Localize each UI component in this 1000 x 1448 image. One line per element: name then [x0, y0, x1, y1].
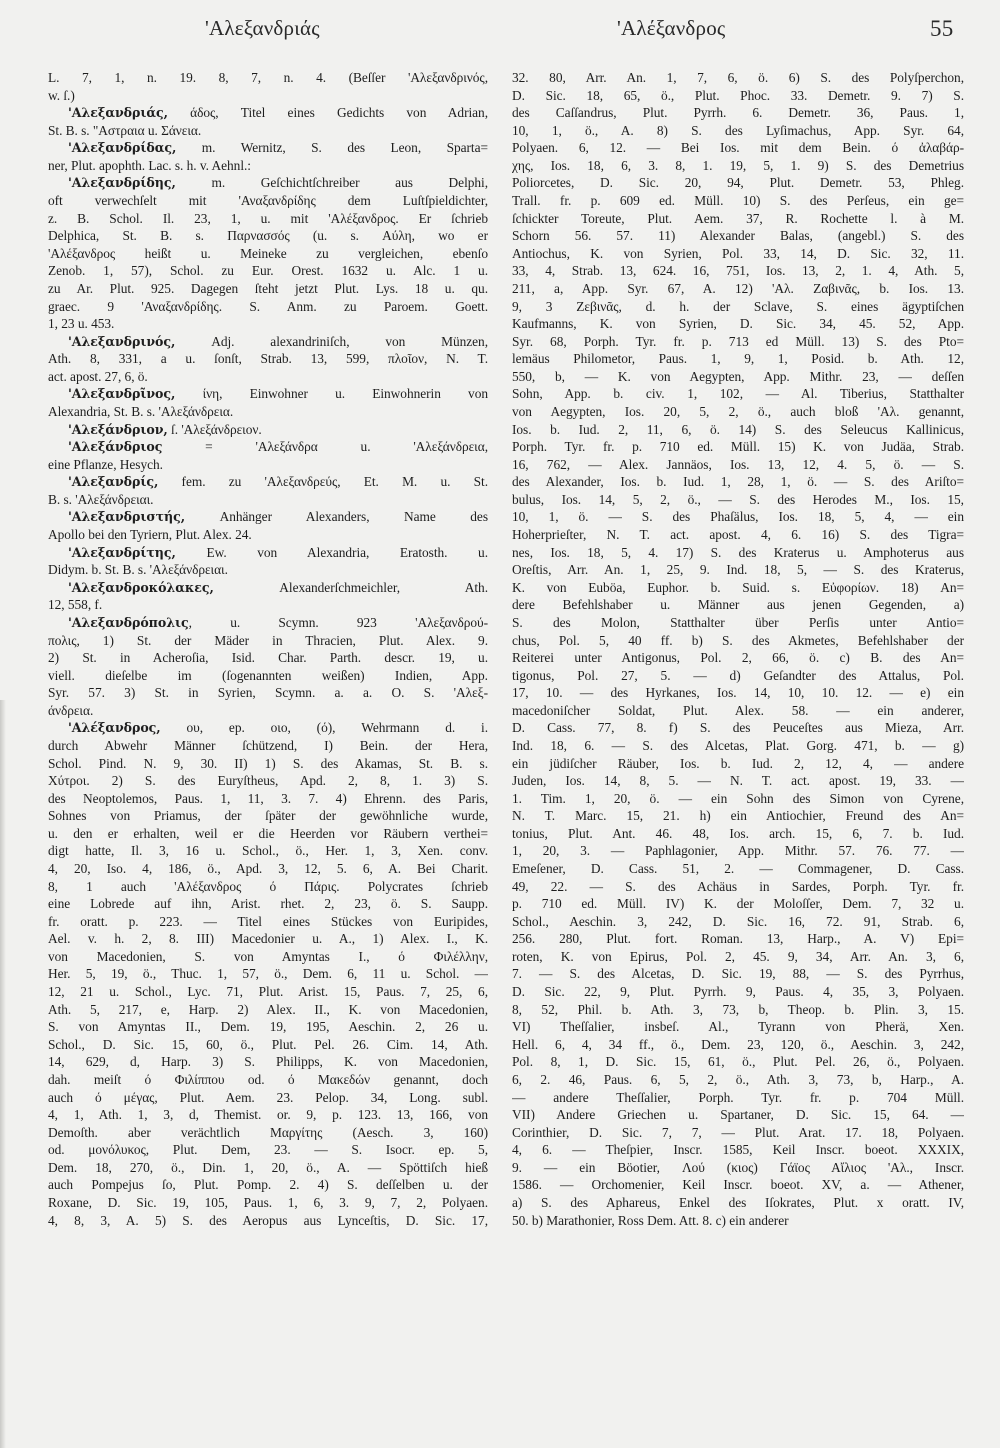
entry-headline: [48, 333, 488, 351]
entry-text: eine Lobrede auf ihn, Arist. rhet. 2, 23, ö. S. Saupp.: [48, 896, 488, 912]
text-line: [48, 122, 488, 140]
text-line: [48, 403, 488, 421]
entry-text: 14, 629, d, Harp. 3) S. Philipps, K. von Macedonien,: [48, 1054, 488, 1070]
entry-text: Roxane, D. Sic. 19, 105, Paus. 1, 6, 3. 9, 7, 2, Polyaen.: [48, 1195, 488, 1210]
entry-text: Anhänger Alexanders, Name des: [185, 509, 488, 525]
text-line: [512, 298, 964, 316]
headword: 'Αλεξάνδριον,: [68, 421, 168, 437]
entry-text: Antiochus, K. von Syrien, Pol. 33, 14, D. Sic. 32, 11.: [512, 245, 964, 261]
entry-text: 'Αλέξανδρος heißt u. Meineke zu vergleichen, ebenſo: [48, 245, 488, 261]
entry-text: Schorn 56. 57. 11) Alexander Balas, (angebl.) S. des: [512, 228, 964, 244]
entry-text: digt hatte, Il. 3, 16 u. Schol., ö., Her. 1, 3, Xen. conv.: [48, 843, 488, 859]
text-line: [512, 526, 964, 544]
entry-text: Alexandria, St. B. s. 'Αλεξάνδρεια.: [48, 403, 234, 419]
entry-text: m. Geſchichtſchreiber aus Delphi,: [175, 175, 488, 191]
entry-text: dah. meiſt ό Φιλίππου od. ό Μακεδών genannt, doch: [48, 1071, 488, 1087]
entry-headline: [48, 421, 488, 439]
entry-headline: [48, 544, 488, 562]
entry-text: ein jüdiſcher Räuber, Ios. b. Iud. 2, 12, 4, — andere: [512, 755, 964, 771]
entry-text: auch ό μέγας, Plut. Aem. 23. Pelop. 34, Long. subl.: [48, 1089, 488, 1105]
entry-text: — andere Theſſalier, Porph. Tyr. fr. p. 704 Müll.: [512, 1089, 964, 1105]
entry-text: 10, 1, ö., A. 8) S. des Lyſimachus, App. Syr. 64,: [512, 122, 964, 138]
text-line: [48, 262, 488, 280]
entry-text: ου, ep. οιο, (ό), Wehrmann d. i.: [160, 720, 488, 736]
entry-text: 1. Tim. 1, 20, ö. — ein Sohn des Simon von Cyrene,: [512, 790, 964, 806]
text-line: [512, 333, 964, 351]
entry-text: 50. b) Marathonier, Ross Dem. Att. 8. c) ein anderer: [512, 1212, 789, 1228]
text-line: [512, 192, 964, 210]
text-line: [512, 1159, 964, 1177]
text-line: [512, 1124, 964, 1142]
entry-text: z. B. Schol. Il. 23, 1, u. mit 'Αλέξανδρος. Er ſchrieb: [48, 210, 488, 226]
text-line: [48, 772, 488, 790]
entry-text: χης, Ios. 18, 6, 3. 8, 1. 19, 5, 1. 9) S. des Demetrius: [512, 157, 964, 173]
entry-text: 1, 20, 3. — Paphlagonier, App. Mithr. 57. 76. 77. —: [512, 843, 964, 859]
text-line: [512, 1212, 964, 1230]
text-line: [48, 596, 488, 614]
text-line: [512, 1176, 964, 1194]
text-line: [512, 421, 964, 439]
entry-text: Syr. 68, Porph. Tyr. fr. p. 713 ed Müll. 13) S. des Pto=: [512, 333, 964, 349]
text-line: [512, 385, 964, 403]
text-line: [48, 684, 488, 702]
text-line: [48, 930, 488, 948]
entry-text: Apollo bei den Tyriern, Plut. Alex. 24.: [48, 527, 252, 543]
entry-text: Sohnes von Priamus, der ſpäter der gewöhnliche wurde,: [48, 808, 488, 824]
entry-text: Pol. 8, 1, D. Sic. 15, 61, ö., Plut. Pel. 26, ö., Polyaen.: [512, 1054, 964, 1070]
text-line: [48, 280, 488, 298]
text-line: [48, 737, 488, 755]
text-line: [512, 544, 964, 562]
text-line: [512, 139, 964, 157]
entry-text: Her. 5, 19, ö., Thuc. 1, 57, ö., Dem. 6, 11 u. Schol. —: [48, 966, 488, 982]
text-line: [48, 983, 488, 1001]
entry-text: 211, a, App. Syr. 67, A. 12) 'Αλ. Ζαβινᾶς, b. Ios. 13.: [512, 280, 964, 296]
entry-text: Ath. 8, 331, a u. ſonſt, Strab. 13, 599, πλοῖον, N. T.: [48, 351, 488, 367]
text-line: [512, 473, 964, 491]
entry-text: Emeſener, D. Cass. 51, 2. — Commagener, D. Cass.: [512, 861, 964, 877]
text-line: [48, 1106, 488, 1124]
entry-text: πολις, 1) St. der Mäder in Thracien, Plut. Alex. 9.: [48, 632, 488, 648]
entry-text: D. Sic. 18, 65, ö., Plut. Phoc. 33. Demetr. 9. 7) S.: [512, 87, 964, 103]
text-line: [512, 579, 964, 597]
text-line: [512, 1036, 964, 1054]
entry-text: 1586. — Orchomenier, Keil Inscr. boeot. XV, a. — Athener,: [512, 1177, 964, 1193]
text-line: [512, 719, 964, 737]
text-line: [48, 1194, 488, 1212]
text-line: [48, 825, 488, 843]
text-line: [48, 227, 488, 245]
text-line: [512, 930, 964, 948]
left-column: [48, 69, 488, 1229]
entry-text: bulus, Ios. 14, 5, 2, ö., — S. des Herodes M., Ios. 15,: [512, 491, 964, 507]
text-line: [48, 948, 488, 966]
entry-text: D. Cass. 77, 8. f) S. des Peuceſtes aus Mieza, Arr.: [512, 720, 964, 736]
text-line: [512, 860, 964, 878]
text-line: [48, 1159, 488, 1177]
entry-text: dere Befehlshaber u. Männer aus jenen Gegenden, a): [512, 597, 964, 613]
entry-text: fr. oratt. p. 223. — Titel eines Stückes von Euripides,: [48, 913, 488, 929]
entry-text: oft verwechſelt mit 'Αναξανδρίδης dem Luſtſpieldichter,: [48, 193, 488, 209]
text-line: [48, 1071, 488, 1089]
entry-text: lemäus Philometor, Paus. 1, 9, 1, Posid. b. Ath. 12,: [512, 351, 964, 367]
text-line: [48, 755, 488, 773]
entry-text: 33, 4, Strab. 13, 624. 16, 751, Ios. 13, 2, 1. 4, Ath. 5,: [512, 263, 964, 279]
entry-text: macedoniſcher Soldat, Plut. Alex. 58. — ein anderer,: [512, 702, 964, 718]
entry-text: des Neoptolemos, Paus. 1, 11, 3. 7. 4) Ehrenn. des Paris,: [48, 790, 488, 806]
entry-headline: [48, 385, 488, 403]
entry-text: = 'Αλεξάνδρα u. 'Αλεξάνδρεια,: [162, 439, 488, 455]
entry-text: 12, 21 u. Schol., Lyc. 71, Plut. Arist. 15, Paus. 7, 25, 6,: [48, 984, 488, 1000]
text-line: [512, 174, 964, 192]
entry-text: Trall. fr. p. 609 ed. Müll. 10) S. des Perſeus, ein ge=: [512, 193, 964, 209]
page-edge-shadow: [0, 700, 6, 1448]
text-line: [48, 210, 488, 228]
entry-text: Oreſtis, Arr. An. 1, 25, 9. Ind. 18, 5, — S. des Kraterus,: [512, 562, 964, 578]
text-line: [512, 1018, 964, 1036]
text-line: [48, 456, 488, 474]
entry-text: 4, 1, Ath. 1, 3, d, Themist. or. 9, p. 123. 13, 166, von: [48, 1107, 488, 1123]
text-line: [512, 350, 964, 368]
text-line: [512, 948, 964, 966]
entry-text: Demoſth. aber verächtlich Μαργίτης (Aesch. 3, 160): [48, 1124, 488, 1140]
entry-text: 550, b, — K. von Aegypten, App. Mithr. 23, — deſſen: [512, 368, 964, 384]
text-line: [512, 122, 964, 140]
text-line: [48, 895, 488, 913]
entry-text: p. 710 ed. Müll. IV) K. der Moloſſer, Dem. 7, 32 u.: [512, 896, 964, 912]
guide-word-right: 'Αλέξανδρος: [617, 16, 726, 40]
text-line: [512, 210, 964, 228]
entry-text: Dem. 18, 270, ö., Din. 1, 20, ö., A. — Spöttiſch hieß: [48, 1159, 488, 1175]
text-line: [512, 1053, 964, 1071]
text-line: [48, 1212, 488, 1230]
entry-text: VII) Andere Griechen u. Spartaner, D. Sic. 15, 64. —: [512, 1107, 964, 1123]
text-line: [48, 965, 488, 983]
entry-text: Ew. von Alexandria, Eratosth. u.: [175, 544, 488, 560]
text-line: [512, 983, 964, 1001]
headword: 'Αλεξάνδριος: [68, 439, 163, 455]
entry-text: zu Ar. Plut. 925. Dagegen ſteht jetzt Plut. Lys. 18 u. qu.: [48, 280, 488, 296]
entry-text: 256. 280, Plut. fort. Roman. 13, Harp., A. V) Epi=: [512, 931, 964, 947]
text-line: [48, 368, 488, 386]
text-line: [48, 315, 488, 333]
text-line: [512, 702, 964, 720]
entry-text: 8, 1 auch 'Αλέξανδρος ό Πάρις. Polycrates ſchrieb: [48, 878, 488, 894]
text-line: [48, 649, 488, 667]
entry-text: άδος, Titel eines Gedichts von Adrian,: [167, 105, 488, 121]
text-line: [48, 1001, 488, 1019]
entry-text: D. Sic. 22, 9, Plut. Pyrrh. 9, Paus. 4, 35, 3, Polyaen.: [512, 984, 964, 1000]
entry-headline: [48, 614, 488, 632]
text-line: [48, 526, 488, 544]
text-line: [512, 755, 964, 773]
entry-text: von Aegypten, Ios. 20, 5, 2, ö., auch bloß 'Αλ. genannt,: [512, 403, 964, 419]
entry-text: B. s. 'Αλεξάνδρειαι.: [48, 491, 154, 507]
text-line: [48, 87, 488, 105]
entry-text: des Alexander, Ios. b. Iud. 1, 28, 1, ö. — S. des Ariſto=: [512, 474, 964, 490]
text-line: [48, 702, 488, 720]
entry-text: ſ. 'Αλεξάνδρειον.: [167, 421, 262, 437]
entry-headline: [48, 508, 488, 526]
entry-text: L. 7, 1, n. 19. 8, 7, n. 4. (Beſſer 'Αλεξανδρινός,: [48, 70, 488, 85]
entry-text: des Caſſandrus, Plut. Pyrrh. 6. Demetr. 36, Paus. 1,: [512, 105, 964, 121]
text-line: [512, 737, 964, 755]
entry-text: 9. — ein Böotier, Λού (κιος) Γάϊος Αἴλιος 'Αλ., Inscr.: [512, 1159, 964, 1175]
text-line: [48, 192, 488, 210]
entry-text: 49, 22. — S. des Achäus in Sardes, Porph. Tyr. fr.: [512, 878, 964, 894]
entry-text: 2) St. in Acheroſia, Isid. Char. Parth. descr. 19, u.: [48, 650, 488, 666]
entry-text: Corinthier, D. Sic. 7, 7, — Plut. Arat. 17. 18, Polyaen.: [512, 1124, 964, 1140]
entry-text: od. μονόλυκος, Plut. Dem, 23. — S. Isocr. ep. 5,: [48, 1142, 488, 1158]
text-line: [512, 1106, 964, 1124]
text-line: [512, 157, 964, 175]
entry-text: act. apost. 27, 6, ö.: [48, 368, 148, 384]
text-line: [48, 913, 488, 931]
entry-text: 1, 23 u. 453.: [48, 316, 115, 332]
text-line: [48, 807, 488, 825]
text-line: [48, 1036, 488, 1054]
entry-headline: [48, 473, 488, 491]
entry-text: Schol. Pind. N. 9, 30. II) 1) S. des Akamas, St. B. s.: [48, 755, 488, 771]
entry-text: 7. — S. des Alcetas, D. Sic. 19, 88, — S. des Pyrrhus,: [512, 966, 964, 982]
entry-text: Polyaen. 6, 12. — Bei Ios. mit dem Bein. ό ἀλαβάρ-: [512, 140, 964, 156]
headword: 'Αλεξανδριστής,: [68, 509, 186, 525]
text-line: [512, 280, 964, 298]
text-line: [48, 350, 488, 368]
text-line: [512, 508, 964, 526]
headword: 'Αλέξανδρος,: [68, 720, 161, 736]
headword: 'Αλεξανδρίς,: [68, 474, 159, 490]
entry-text: Zenob. 1, 57), Schol. zu Eur. Orest. 1632 u. Alc. 1 u.: [48, 263, 488, 279]
text-line: [512, 262, 964, 280]
text-line: [512, 368, 964, 386]
entry-text: Ael. v. h. 2, 8. III) Macedonier u. A., 1) Alex. I., K.: [48, 931, 488, 947]
entry-text: von Macedonien, S. von Amyntas I., ό Φιλέλλην,: [48, 948, 488, 964]
entry-text: roten, K. von Epirus, Pol. 2, 45. 9, 34, Arr. An. 3, 6,: [512, 948, 964, 964]
text-line: [512, 1001, 964, 1019]
entry-text: , u. Scymn. 923 'Αλεξανδρού-: [188, 614, 488, 630]
text-line: [512, 315, 964, 333]
text-line: [512, 1194, 964, 1212]
text-line: [512, 913, 964, 931]
entry-text: 4, 8, 3, A. 5) S. des Aeropus aus Lynceſtis, D. Sic. 17,: [48, 1212, 488, 1228]
text-line: [512, 596, 964, 614]
right-column: [512, 69, 964, 1229]
entry-text: Χύτροι. 2) S. des Euryſtheus, Apd. 2, 8, 1. 3) S.: [48, 773, 488, 789]
text-line: [48, 1018, 488, 1036]
text-line: [512, 227, 964, 245]
entry-text: eine Pflanze, Hesych.: [48, 456, 163, 472]
entry-text: Didym. b. St. B. s. 'Αλεξάνδρειαι.: [48, 562, 228, 578]
text-line: [512, 104, 964, 122]
text-line: [512, 561, 964, 579]
entry-text: Reiterei unter Antigonus, Pol. 2, 66, ö. c) B. des An=: [512, 650, 964, 666]
entry-text: St. B. s. "Αστραια u. Σάνεια.: [48, 122, 202, 138]
entry-text: ſchickter Toreute, Plut. Aem. 37, R. Rochette l. à M.: [512, 210, 964, 226]
headword: 'Αλεξανδρίδας,: [68, 140, 177, 156]
text-line: [512, 772, 964, 790]
entry-text: graec. 9 'Αναξανδρίδης. S. Anm. zu Paroem. Goett.: [48, 298, 488, 314]
entry-text: Ios. b. Iud. 2, 11, 6, ö. 14) S. des Seleucus Kallinicus,: [512, 421, 964, 437]
headword: 'Αλεξανδρίτης,: [68, 544, 176, 560]
text-line: [48, 1141, 488, 1159]
text-line: [48, 1053, 488, 1071]
text-line: [48, 790, 488, 808]
entry-text: Delphica, St. B. s. Παρνασσός (u. s. Αύλη, wo er: [48, 228, 488, 244]
text-line: [512, 965, 964, 983]
text-line: [48, 1176, 488, 1194]
text-line: [48, 561, 488, 579]
entry-headline: [48, 579, 488, 597]
entry-text: 16, 762, — Alex. Jannäos, Ios. 13, 12, 4. 5, ö. — S.: [512, 456, 964, 472]
entry-headline: [48, 174, 488, 192]
text-line: [512, 895, 964, 913]
entry-text: N. T. Marc. 15, 21. h) ein Antiochier, Freund des An=: [512, 808, 964, 824]
headword: 'Αλεξανδρίδης,: [68, 175, 176, 191]
text-line: [512, 632, 964, 650]
text-line: [512, 87, 964, 105]
text-line: [48, 157, 488, 175]
text-line: [512, 807, 964, 825]
entry-headline: [48, 104, 488, 122]
text-line: [48, 878, 488, 896]
guide-word-left: 'Αλεξανδριάς: [205, 16, 320, 40]
text-line: [512, 614, 964, 632]
entry-text: Ind. 18, 6. — S. des Alcetas, Plat. Gorg. 471, b. — g): [512, 737, 964, 753]
text-line: [512, 842, 964, 860]
text-line: [512, 1071, 964, 1089]
entry-text: tonius, Plut. Ant. 46. 48, Ios. arch. 15, 6, 7. b. Iud.: [512, 825, 964, 841]
entry-text: 10, 1, ö. — S. des Phaſälus, Ios. 18, 5, 4, — ein: [512, 509, 964, 525]
entry-text: S. des Molon, Statthalter über Perſis unter Antio=: [512, 614, 964, 630]
text-line: [48, 491, 488, 509]
entry-headline: [48, 719, 488, 737]
text-line: [512, 69, 964, 87]
text-line: [48, 69, 488, 87]
text-line: [512, 491, 964, 509]
text-line: [48, 298, 488, 316]
text-line: [48, 667, 488, 685]
entry-text: ner, Plut. apophth. Lac. s. h. v. Aehnl.:: [48, 157, 251, 173]
entry-text: 17, 10. — des Hyrkanes, Ios. 14, 10, 10. 12. — e) ein: [512, 685, 964, 701]
text-line: [512, 790, 964, 808]
entry-text: 4, 20, Iso. 4, 186, ö., Apd. 3, 12, 5. 6, A. Bei Charit.: [48, 861, 488, 877]
headword: 'Αλεξανδρινός,: [68, 333, 176, 349]
text-line: [512, 403, 964, 421]
entry-text: VI) Theſſalier, insbeſ. Al., Tyrann von Pherä, Xen.: [512, 1019, 964, 1035]
text-line: [512, 245, 964, 263]
text-line: [512, 684, 964, 702]
entry-text: durch Abwehr Männer ſchützend, I) Bein. der Hera,: [48, 737, 488, 753]
entry-headline: [48, 139, 488, 157]
entry-text: άνδρεια.: [48, 702, 94, 718]
text-line: [512, 1089, 964, 1107]
entry-text: Alexanderſchmeichler, Ath.: [213, 579, 488, 595]
entry-headline: [48, 438, 488, 456]
text-line: [512, 649, 964, 667]
text-line: [48, 842, 488, 860]
text-line: [512, 878, 964, 896]
text-line: [48, 860, 488, 878]
page-number: 55: [930, 16, 954, 41]
entry-text: 32. 80, Arr. An. 1, 7, 6, ö. 6) S. des Polyſperchon,: [512, 70, 964, 85]
text-line: [512, 438, 964, 456]
text-line: [48, 1089, 488, 1107]
entry-text: K. von Euböa, Euphor. b. Suid. s. Εὐφορίων. 18) An=: [512, 579, 964, 595]
entry-text: u. den er erhalten, weil er die Heerden vor Räubern verthei=: [48, 825, 488, 841]
entry-text: 9, 3 Ζεβινᾶς, d. h. der Sclave, S. eines ägyptiſchen: [512, 298, 964, 314]
headword: 'Αλεξανδρῖνος,: [68, 386, 176, 402]
entry-text: Juden, Ios. 14, 8, 5. — N. T. act. apost. 19, 33. —: [512, 773, 964, 789]
entry-text: Ath. 5, 217, e, Harp. 2) Alex. II., K. von Macedonien,: [48, 1001, 488, 1017]
entry-text: 6, 2. 46, Paus. 6, 5, 2, ö., Ath. 3, 73, b, Harp., A.: [512, 1071, 964, 1087]
entry-text: auch Pompejus ſo, Plut. Pomp. 2. 4) S. deſſelben u. der: [48, 1177, 488, 1193]
text-line: [48, 1124, 488, 1142]
text-line: [48, 245, 488, 263]
entry-text: m. Wernitz, S. des Leon, Sparta=: [176, 140, 488, 156]
text-line: [48, 632, 488, 650]
entry-text: Poliorcetes, D. Sic. 20, 94, Plut. Demetr. 53, Phleg.: [512, 175, 964, 191]
text-line: [512, 456, 964, 474]
entry-text: fem. zu 'Αλεξανδρεύς, Et. M. u. St.: [158, 474, 488, 490]
text-line: [512, 667, 964, 685]
headword: 'Αλεξανδριάς,: [68, 105, 168, 121]
entry-text: chus, Pol. 5, 40 ff. b) S. des Akmetes, Befehlshaber der: [512, 632, 964, 648]
entry-text: 4, 6. — Theſpier, Inscr. 1585, Keil Inscr. boeot. XXXIX,: [512, 1142, 964, 1158]
entry-text: viell. dieſelbe im (ſogenannten weißen) Indien, App.: [48, 667, 488, 683]
entry-text: 8, 52, Phil. b. Ath. 3, 73, b, Theop. b. Plin. 3, 15.: [512, 1001, 964, 1017]
headword: 'Αλεξανδρόπολις: [68, 614, 189, 630]
entry-text: Hell. 6, 4, 34 ff., ö., Dem. 23, 120, ö., Aeschin. 3, 242,: [512, 1036, 964, 1052]
headword: 'Αλεξανδροκόλακες,: [68, 579, 214, 595]
entry-text: 12, 558, f.: [48, 597, 103, 613]
entry-text: Schol., D. Sic. 15, 60, ö., Plut. Pel. 26. Cim. 14, Ath.: [48, 1036, 488, 1052]
entry-text: Sohn, App. b. civ. 1, 102, — Al. Tiberius, Statthalter: [512, 386, 964, 402]
entry-text: a) S. des Aphareus, Enkel des Iſokrates, Plut. x oratt. IV,: [512, 1195, 964, 1210]
entry-text: Adj. alexandriniſch, von Münzen,: [175, 333, 488, 349]
entry-text: S. von Amyntas II., Dem. 19, 195, Aeschin. 2, 26 u.: [48, 1019, 488, 1035]
entry-text: Hoherprieſter, N. T. act. apost. 4, 6. 16) S. des Tigra=: [512, 527, 964, 543]
entry-text: nes, Ios. 18, 5, 4. 17) S. des Kraterus u. Amphoterus aus: [512, 544, 964, 560]
entry-text: tigonus, Pol. 27, 5. — d) Geſandter des Attalus, Pol.: [512, 667, 964, 683]
entry-text: Kaufmanns, K. von Syrien, D. Sic. 34, 45. 52, App.: [512, 316, 964, 332]
entry-text: ίνη, Einwohner u. Einwohnerin von: [175, 386, 488, 402]
text-line: [512, 1141, 964, 1159]
entry-text: Schol., Aeschin. 3, 242, D. Sic. 16, 72. 91, Strab. 6,: [512, 913, 964, 929]
entry-text: Syr. 57. 3) St. in Syrien, Scymn. a. a. O. S. 'Αλεξ-: [48, 685, 488, 701]
entry-text: Porph. Tyr. fr. p. 710 ed. Müll. 15) K. von Judäa, Strab.: [512, 439, 964, 455]
entry-text: w. ſ.): [48, 87, 75, 103]
text-line: [512, 825, 964, 843]
